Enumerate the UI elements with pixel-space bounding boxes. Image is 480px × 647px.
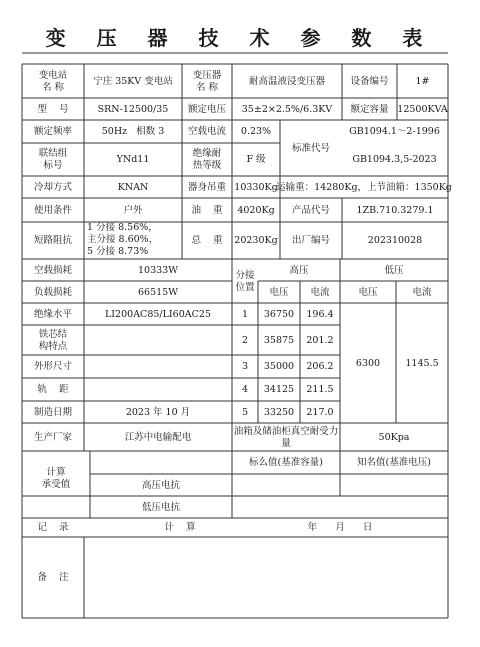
- hang-weight-label: 器身吊重: [187, 181, 226, 193]
- tap-hv-current: 217.0: [306, 406, 334, 418]
- tap-pos: 2: [241, 334, 249, 346]
- tap-hv-voltage: 33250: [263, 406, 295, 418]
- standard-2: GB1094.3,5-2023: [352, 154, 437, 165]
- transport-weight: 运输重：14280Kg，上节油箱：1350Kg: [276, 181, 452, 193]
- tap-hv-voltage: 35875: [263, 334, 295, 346]
- nominal-header: 标么值(基准容量): [249, 457, 323, 468]
- lv-header: 低压: [384, 264, 404, 276]
- noload-current-label: 空载电流: [187, 126, 226, 137]
- manufacturer-value: 江苏中电输配电: [124, 431, 192, 443]
- insulation-value: F 级: [246, 154, 266, 165]
- tap-pos: 3: [241, 361, 249, 372]
- tap-pos: 4: [241, 384, 249, 395]
- hv-voltage-header: 电压: [269, 286, 289, 298]
- noload-loss-label: 空载损耗: [33, 264, 72, 276]
- hv-header: 高压: [289, 264, 309, 276]
- lv-voltage-value: 6300: [355, 357, 381, 369]
- lv-current-header: 电流: [412, 286, 432, 298]
- use-cond-value: 户外: [123, 204, 143, 216]
- hv-reactance-label: 高压电抗: [141, 479, 180, 491]
- station-value: 宁庄 35KV 变电站: [93, 75, 173, 87]
- oil-weight-label: 油 重: [191, 204, 223, 216]
- imp-tap-main: 主分接 8.60%，: [87, 234, 159, 245]
- core-label: 铁芯结 构特点: [38, 328, 68, 352]
- manufacturer-label: 生产厂家: [33, 431, 72, 443]
- load-loss-value: 66515W: [138, 286, 178, 298]
- tap-hv-current: 206.2: [306, 361, 334, 372]
- rated-voltage-value: 35±2×2.5%/6.3KV: [241, 103, 333, 115]
- tap-hv-current: 196.4: [306, 308, 334, 320]
- hv-current-header: 电流: [310, 286, 330, 298]
- imp-tap-1: 1 分接 8.56%，: [87, 222, 158, 233]
- calc-record: 计 算: [164, 522, 196, 533]
- tap-pos-label: 分接 位置: [235, 270, 255, 293]
- insul-level-label: 绝缘水平: [33, 308, 72, 320]
- tap-hv-current: 201.2: [306, 334, 334, 346]
- tap-pos: 1: [241, 308, 249, 320]
- cooling-label: 冷却方式: [33, 181, 72, 193]
- standard-1: GB1094.1～2-1996: [349, 126, 440, 137]
- date-record: 年 月 日: [307, 522, 373, 533]
- rated-capacity-label: 额定容量: [350, 103, 389, 115]
- station-label: 变电站 名 称: [38, 69, 68, 93]
- load-loss-label: 负载损耗: [33, 286, 72, 298]
- imp-tap-5: 5 分接 8.73%: [87, 246, 149, 257]
- tap-hv-voltage: 34125: [263, 384, 295, 395]
- insulation-label: 绝缘耐 热等级: [192, 148, 222, 171]
- lv-voltage-header: 电压: [358, 286, 378, 298]
- tap-hv-voltage: 36750: [263, 308, 295, 320]
- total-weight-value: 20230Kg: [234, 235, 278, 246]
- pressure-label: 油箱及储油柜真空耐受力 量: [233, 425, 339, 449]
- mfg-date-value: 2023 年 10 月: [125, 406, 191, 418]
- mfg-date-label: 制造日期: [33, 406, 72, 418]
- use-cond-label: 使用条件: [33, 204, 72, 216]
- dims-label: 外形尺寸: [33, 361, 72, 372]
- serial-label: 出厂编号: [291, 235, 330, 246]
- tap-pos: 5: [241, 406, 249, 418]
- rated-voltage-label: 额定电压: [187, 103, 226, 115]
- device-no-value: 1#: [415, 75, 430, 87]
- rated-freq-label: 额定频率: [33, 126, 72, 137]
- lv-reactance-label: 低压电抗: [141, 501, 180, 513]
- pressure-value: 50Kpa: [378, 431, 410, 443]
- connection-label: 联结组 标号: [38, 148, 68, 171]
- record-label: 记 录: [37, 522, 69, 533]
- freq-phase-value: 50Hz 相数 3: [101, 126, 165, 137]
- oil-weight-value: 4020Kg: [237, 204, 275, 216]
- named-header: 知名值(基准电压): [357, 457, 431, 468]
- remarks-label: 备 注: [37, 572, 69, 583]
- calc-label: 计算 承受值: [41, 467, 71, 490]
- gauge-label: 轨 距: [37, 384, 69, 395]
- cooling-value: KNAN: [117, 181, 149, 193]
- serial-value: 202310028: [367, 235, 423, 246]
- device-no-label: 设备编号: [350, 75, 389, 87]
- page-title: 变 压 器 技 术 参 数 表: [45, 26, 435, 50]
- tap-hv-current: 211.5: [306, 384, 334, 395]
- noload-current-value: 0.23%: [240, 126, 272, 137]
- noload-loss-value: 10333W: [138, 264, 178, 276]
- insul-level-value: LI200AC85/LI60AC25: [105, 308, 211, 320]
- short-imp-label: 短路阻抗: [33, 235, 72, 246]
- transformer-name-value: 耐高温液浸变压器: [248, 75, 325, 87]
- product-code-value: 1ZB.710.3279.1: [356, 204, 434, 216]
- hang-weight-value: 10330Kg: [234, 181, 278, 193]
- standard-label: 标准代号: [291, 142, 330, 154]
- model-value: SRN-12500/35: [97, 103, 169, 115]
- model-label: 型 号: [37, 103, 69, 115]
- connection-value: YNd11: [116, 154, 150, 165]
- transformer-name-label: 变压器 名 称: [192, 69, 222, 93]
- total-weight-label: 总 重: [191, 235, 223, 246]
- product-code-label: 产品代号: [291, 204, 330, 216]
- tap-hv-voltage: 35000: [263, 361, 295, 372]
- lv-current-value: 1145.5: [405, 357, 439, 369]
- rated-capacity-value: 12500KVA: [397, 103, 448, 115]
